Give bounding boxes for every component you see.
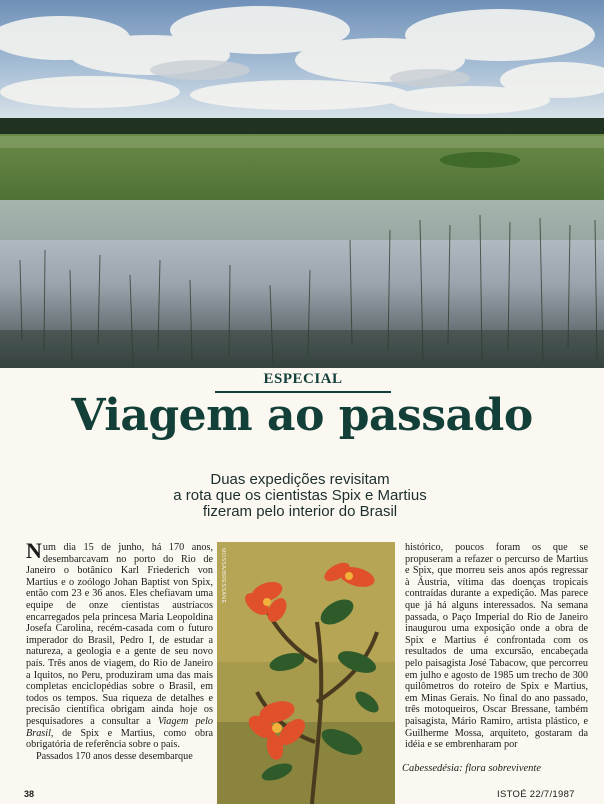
section-label: ESPECIAL: [263, 371, 343, 387]
subtitle-line: Duas expedições revisitam: [210, 471, 390, 488]
article-column-right: [405, 542, 588, 751]
paragraph-text: de Spix e Martius, como obra obrigatória de referência sobre o país.: [26, 727, 213, 751]
page-number: 38: [24, 789, 35, 799]
article-column-left: [26, 538, 213, 762]
paragraph-text: um dia 15 de junho, há 170 anos, desembarcavam no porto do Rio de Janeiro o botânico Karl Friederich von Martius e o zoólogo Johan Baptist von Spix, então com 23 e 36 anos. Eles chefiavam uma equipe de onze cientistas austríacos encarregados pela princesa Maria Leopoldina Josefa Carolina, recém-casada com o futuro imperador do Brasil, Pedro I, de estudar a natureza, a geologia e a gente de seu novo país. Três anos de viagem, do Rio de Janeiro a Iquitos, no Peru, produziram uma das mais completas enciclopédias sobre o Brasil, em todos os tempos. Sua riqueza de detalhes e precisão científica obrigam ainda hoje os pesquisadores a consultar a: [26, 542, 213, 727]
flower-photo: [217, 542, 395, 804]
photo-credit: MOSSA/BRESSANE: [220, 548, 226, 604]
landscape-photo: [0, 0, 604, 368]
paragraph-text: Passados 170 anos desse desembarque: [36, 750, 193, 762]
subtitle-line: a rota que os cientistas Spix e Martius: [173, 487, 427, 504]
subtitle-line: fizeram pelo interior do Brasil: [202, 503, 398, 520]
article-subtitle: [150, 472, 450, 520]
article-title: Viagem ao passado: [71, 390, 533, 441]
book-title: Viagem pelo Brasil,: [26, 715, 213, 739]
paragraph-text: histórico, poucos foram os que se propuseram a refazer o percurso de Martius e Spix, que morreu seis anos após regressar à Áustria, vítima das doenças tropicais contraídas durante a expedição. Mas parece que já há alguns interessados. Na semana passada, o Paço Imperial do Rio de Janeiro inaugurou uma exposição onde a obra de Spix e Martius é confrontada com os resultados de uma excursão, encabeçada pelo paisagista José Tabacow, que percorreu em julho e agosto de 1985 um trecho de 300 quilômetros do roteiro de Spix e Martius, em Minas Gerais. No final do ano passado, três motoqueiros, Oscar Bressane, também paisagista, Mário Ramiro, artista plástico, e Guilherme Mossa, arquiteto, gostaram da idéia e se embrenharam por: [405, 542, 588, 751]
photo-caption: Cabessedésia: flora sobrevivente: [402, 763, 541, 774]
publication-footer: ISTOÉ 22/7/1987: [497, 789, 575, 800]
drop-cap: N: [26, 538, 42, 563]
